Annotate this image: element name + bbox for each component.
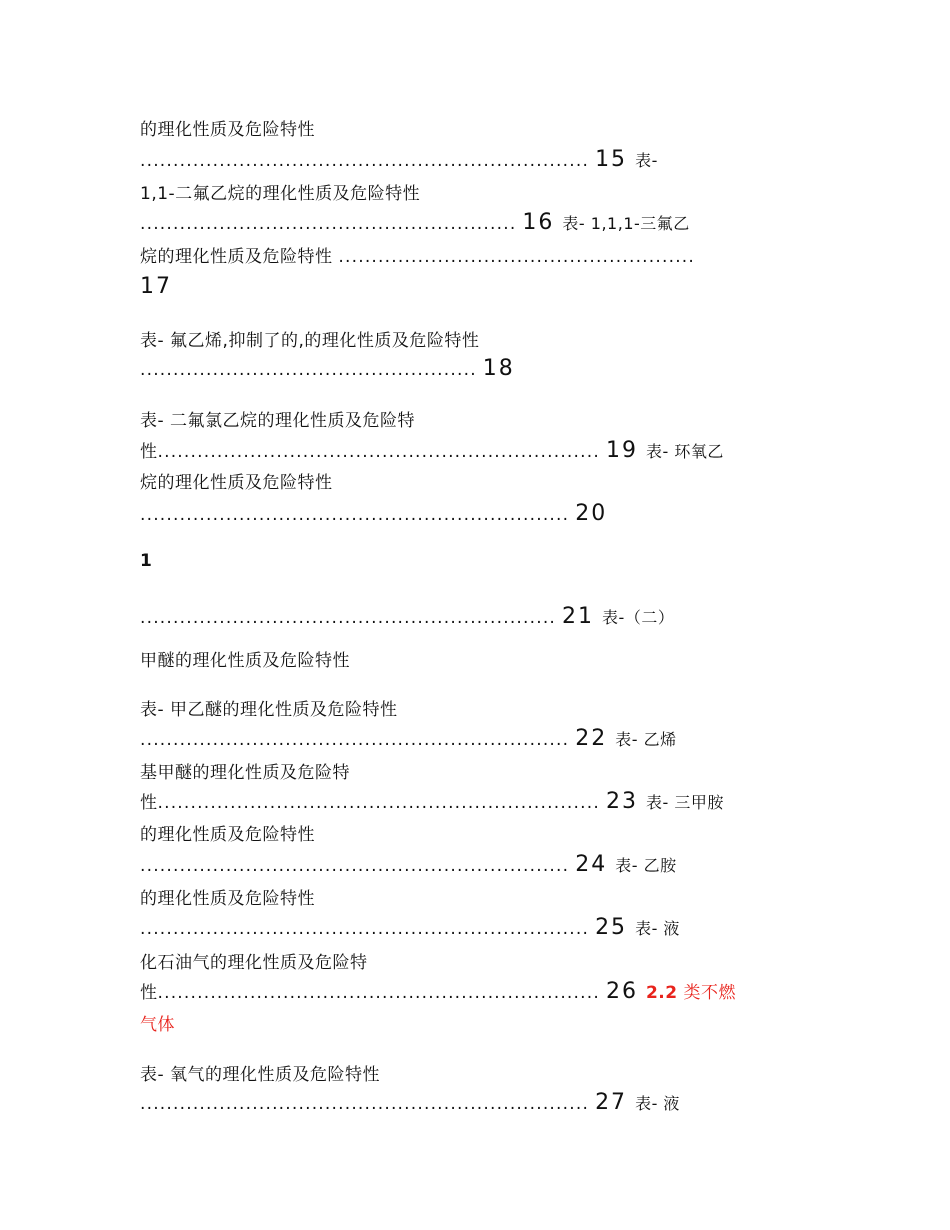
toc-line-1 [140, 119, 315, 141]
toc-entry-text: 性 [140, 442, 158, 462]
toc-line-20 [140, 854, 677, 877]
toc-leader-dots: ................................................................. [140, 505, 570, 525]
toc-page-number: 22 [575, 726, 608, 751]
toc-line-25 [140, 1014, 175, 1036]
toc-line-22 [140, 917, 680, 940]
toc-line-9 [140, 410, 415, 432]
section-title: 类不燃 [683, 983, 736, 1003]
toc-entry-text: 的理化性质及危险特性 [140, 120, 315, 140]
toc-line-24 [140, 981, 736, 1004]
toc-entry-text: 表- 氧气的理化性质及危险特性 [140, 1065, 381, 1085]
toc-line-26 [140, 1064, 380, 1086]
toc-entry-text: 性 [140, 793, 158, 813]
toc-line-17 [140, 762, 350, 784]
toc-entry-text: 化石油气的理化性质及危险特 [140, 953, 368, 973]
toc-entry-text: 基甲醚的理化性质及危险特 [140, 763, 350, 783]
toc-line-23 [140, 952, 368, 974]
toc-entry-text: 表- 氟乙烯,抑制了的,的理化性质及危险特性 [140, 331, 480, 351]
toc-entry-text: 表- 二氟氯乙烷的理化性质及危险特 [140, 411, 416, 431]
toc-entry-text: 的理化性质及危险特性 [140, 825, 315, 845]
toc-line-16 [140, 728, 677, 751]
toc-line-4 [140, 212, 690, 235]
toc-entry-text: 性 [140, 983, 158, 1003]
toc-leader-dots: ................................................................... [157, 793, 600, 813]
toc-entry-text: 表- 1,1,1-三氟乙 [562, 214, 690, 233]
toc-line-14 [140, 650, 350, 672]
toc-page-number: 26 [605, 979, 638, 1004]
toc-line-19 [140, 824, 315, 846]
toc-leader-dots: ............................................................... [140, 608, 557, 628]
toc-leader-dots: .................................................................... [140, 151, 590, 171]
toc-page-number: 21 [562, 604, 595, 629]
toc-leader-dots: ................................................................. [140, 856, 570, 876]
toc-entry-text: 表- 液 [635, 919, 680, 938]
toc-page-number: 27 [595, 1090, 628, 1115]
toc-page-number: 24 [575, 852, 608, 877]
toc-page-number: 19 [605, 438, 638, 463]
toc-line-11 [140, 472, 333, 494]
toc-entry-text: 表- 乙胺 [615, 856, 677, 875]
toc-line-8 [140, 358, 523, 381]
toc-entry-text: 表- 环氧乙 [645, 442, 724, 461]
toc-page-number: 16 [522, 210, 555, 235]
toc-page-number: 20 [575, 501, 608, 526]
toc-leader-dots: ......................................................... [140, 214, 517, 234]
toc-entry-text: 表- [635, 151, 658, 170]
toc-line-15 [140, 699, 398, 721]
section-number: 2.2 [645, 983, 678, 1003]
toc-entry-text: 烷的理化性质及危险特性 [140, 247, 333, 267]
toc-entry-text: 烷的理化性质及危险特性 [140, 473, 333, 493]
toc-line-18 [140, 791, 724, 814]
toc-line-2 [140, 149, 658, 172]
toc-leader-dots: .................................................................... [140, 1094, 590, 1114]
page-number-text: 1 [140, 551, 153, 571]
toc-line-12 [140, 503, 615, 526]
page-number [140, 550, 152, 572]
toc-leader-dots: ................................................................. [140, 730, 570, 750]
toc-line-27 [140, 1092, 680, 1115]
toc-page-number: 18 [482, 356, 515, 381]
toc-leader-dots: .................................................................... [140, 919, 590, 939]
toc-line-10 [140, 440, 724, 463]
toc-leader-dots: ................................................................... [157, 983, 600, 1003]
toc-leader-dots: ................................................... [140, 360, 477, 380]
toc-entry-text: 甲醚的理化性质及危险特性 [140, 651, 350, 671]
toc-entry-text: 表-（二） [602, 608, 675, 627]
toc-entry-text: 表- 液 [635, 1094, 680, 1113]
section-title: 气体 [140, 1015, 175, 1035]
toc-entry-text: 的理化性质及危险特性 [140, 889, 315, 909]
toc-page-number: 17 [140, 274, 172, 299]
toc-line-13 [140, 606, 674, 629]
toc-leader-dots: ...................................................... [338, 247, 696, 267]
toc-page-number: 15 [595, 147, 628, 172]
toc-entry-text: 表- 三甲胺 [645, 793, 724, 812]
toc-page-number: 25 [595, 915, 628, 940]
toc-line-21 [140, 888, 315, 910]
toc-line-7 [140, 330, 479, 352]
toc-line-3 [140, 183, 420, 205]
toc-leader-dots: ................................................................... [157, 442, 600, 462]
toc-entry-text: 表- 乙烯 [615, 730, 677, 749]
toc-entry-text: 1,1-二氟乙烷的理化性质及危险特性 [140, 184, 421, 204]
toc-entry-text: 表- 甲乙醚的理化性质及危险特性 [140, 700, 398, 720]
toc-line-6 [140, 276, 180, 299]
toc-page-number: 23 [605, 789, 638, 814]
toc-line-5 [140, 246, 695, 268]
